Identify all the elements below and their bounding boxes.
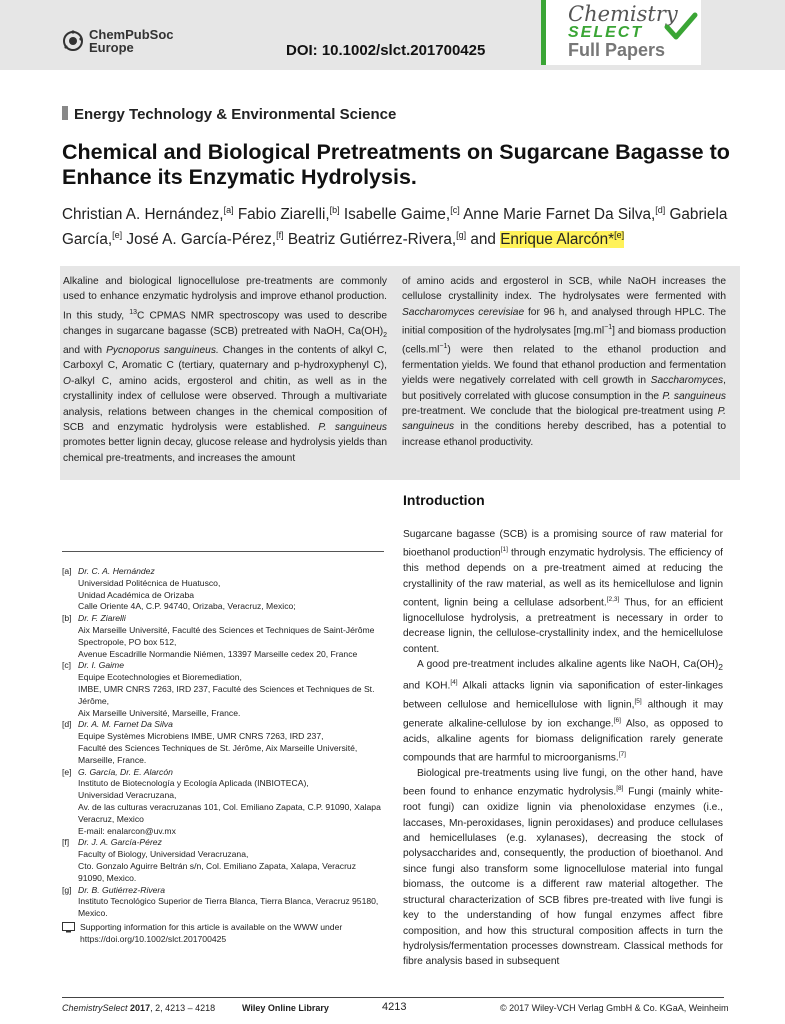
- section-heading: [62, 106, 396, 123]
- footer-divider: [62, 997, 724, 998]
- article-title: Chemical and Biological Pretreatments on Sugarcane Bagasse to Enhance its Enzymatic Hydrolysis.: [62, 140, 730, 189]
- abstract-column-right: of amino acids and ergosterol in SCB, while NaOH increases the cellulose crystallinity index. The hydrolysates were fermented with Saccharomyces cerevisiae for 96 h, and analysed through HPLC. The initial composition of the hydrolysates $[mg.ml^{-1}]$ and biomass production $(cells.ml^{-1})$ were then related to the ethanol production and fermentation yields. We found that ethanol production and fermentation yields were negatively correlated with cell growth in Saccharomyces, but positively correlated with glucose consumption in the P. sanguineus pre-treatment. We conclude that the biological pre-treatment using P. sanguineus in the conditions hereby described, has a potential to increase ethanol productivity.: [402, 276, 726, 448]
- author: Christian A. Hernández,[a]: [62, 205, 234, 224]
- computer-monitor-icon: [62, 922, 75, 933]
- chempubsoc-logo-icon: [62, 30, 84, 52]
- page-number: 4213: [382, 1001, 407, 1013]
- paragraph: Biological pre-treatments using live fungi, on the other hand, have been found to enhance enzymatic hydrolysis.[8] Fungi (mainly white-root fungi) can oxidize lignin via phenoloxidase enzymes (i.e., laccases, Mn-peroxidases, lignin peroxidases) and produce cellulases and hemicellulases (e.g. xylanases), decreasing the stock of polysaccharides and, consequently, the production of bioethanol. And since fungi also transform some lignocellulose material into fungal biomass, the outcome is a different raw material altogether. The structural characterization of SCB fibres pre-treated with live fungi is key to the understanding of how fungal enzymes affect fibre composition, and how this structural composition affects in turn the hydrolysis/fermentation processes downstream. Classical methods for fibre analysis based in subsequent: [403, 768, 724, 968]
- supporting-info-note[interactable]: [62, 922, 384, 946]
- footer-copyright: © 2017 Wiley-VCH Verlag GmbH & Co. KGaA, Weinheim: [500, 1003, 729, 1013]
- author: Gabriela García,[e]: [62, 206, 728, 249]
- publisher-logo: [62, 28, 174, 54]
- paragraph: Sugarcane bagasse (SCB) is a promising source of raw material for bioethanol production[1] through enzymatic hydrolysis. The efficiency of this method depends on a pre-treatment aimed at reducing the crystallinity of the raw material, as well as its hemicellulose and lignin content, lignin being a cellulase adsorbent.[2,3] Thus, for an efficient lignocellulose hydrolysis, a pretreatment is necessary in order to decrease lignin, the cellulose-crystallinity index, and the hemicellulose content.: [403, 529, 723, 655]
- affiliation-entry: [f] Dr. J. A. García-Pérez Faculty of Biology, Universidad Veracruzana, Cto. Gonzalo Aguirre Beltrán s/n, Col. Emiliano Zapata, Xalapa, Veracruz 91090, Mexico.: [62, 837, 357, 883]
- contact-email[interactable]: E-mail: enalarcon@uv.mx: [78, 825, 176, 836]
- doi[interactable]: DOI: 10.1002/slct.201700425: [286, 42, 486, 59]
- affiliation-entry: [g] Dr. B. Gutiérrez-Rivera Instituto Tecnológico Superior de Tierra Blanca, Tierra Blanca, Veracruz 95180, Mexico.: [62, 884, 379, 919]
- author: José A. García-Pérez,[f]: [126, 230, 284, 249]
- journal-logo: [541, 0, 701, 65]
- author: Fabio Ziarelli,[b]: [237, 205, 340, 224]
- author-conjunction: and: [470, 231, 496, 249]
- introduction-body: [403, 527, 723, 970]
- affiliation-entry: [c] Dr. I. Gaime Equipe Ecotechnologies et Bioremediation, IMBE, UMR CNRS 7263, IRD 237, Faculté des Sciences et Techniques de St. Jérôme, Aix Marseille Université, Marseille, France.: [62, 660, 375, 718]
- affiliation-entry: [b] Dr. F. Ziarelli Aix Marseille Université, Faculté des Sciences et Techniques de Saint-Jérôme Spectropole, PO box 512, Avenue Escadrille Normandie Niémen, 13397 Marseille cedex 20, France: [62, 613, 375, 659]
- section-bar: [62, 106, 68, 120]
- affiliations: [62, 566, 384, 946]
- journal-name-select: SELECT: [568, 24, 644, 41]
- affiliation-entry: [e] G. García, Dr. E. Alarcón Instituto de Biotecnología y Ecología Aplicada (INBIOTECA), Universidad Veracruzana, Av. de las culturas veracruzanas 101, Col. Emiliano Zapata, C.P. 91090, Xalapa Veracruz, Mexico E-mail: enalarcon@uv.mx: [62, 767, 384, 838]
- article-type: Full Papers: [568, 40, 666, 60]
- footer-citation: ChemistrySelect 2017, 2, 4213 – 4218: [62, 1003, 216, 1013]
- publisher-name-line2: Europe: [89, 40, 134, 55]
- section-label: Energy Technology & Environmental Science: [74, 106, 397, 123]
- journal-name-chemistry: Chemistry: [568, 2, 678, 26]
- affiliation-divider: [62, 551, 384, 552]
- author: Beatriz Gutiérrez-Rivera,[g]: [287, 230, 467, 249]
- abstract-column-left: Alkaline and biological lignocellulose pre-treatments are commonly used to enhance enzymatic hydrolysis and improve ethanol production. In this study, $^{13}$C CPMAS NMR spectroscopy was used to describe changes in sugarcane bagasse (SCB) pretreated with NaOH, $Ca(OH)_2$ and with Pycnoporus sanguineus. Changes in the contents of alkyl C, Carboxyl C, Aromatic C (tertiary, quaternary and p-hydroxyphenyl C), O-alkyl C, amino acids, ergosterol and chitin, as well as in the crystallinity index of cellulose were observed. Through a multivariate analysis, relations between changes in the chemical composition of SCB and enzymatic hydrolysis were established. P. sanguineus promotes better lignin decay, glucose release and hydrolysis yields than chemical pre-treatments, and increases the amount: [63, 276, 388, 464]
- introduction-heading: Introduction: [403, 492, 485, 508]
- author-list: [62, 200, 752, 250]
- publisher-name-line1: ChemPubSoc: [89, 27, 174, 42]
- checkmark-icon: [664, 12, 698, 42]
- affiliation-entry: [a] Dr. C. A. Hernández Universidad Politécnica de Huatusco, Unidad Académica de Orizaba Calle Oriente 4A, C.P. 94740, Orizaba, Veracruz, Mexico;: [62, 566, 296, 612]
- author: Anne Marie Farnet Da Silva,[d]: [463, 205, 666, 224]
- footer-wiley-online-library[interactable]: Wiley Online Library: [242, 1003, 329, 1013]
- abstract-box: [60, 266, 740, 480]
- affiliation-entry: [d] Dr. A. M. Farnet Da Silva Equipe Systèmes Microbiens IMBE, UMR CNRS 7263, IRD 237, Faculté des Sciences Techniques de St. Jérôme, Aix Marseille Université, Marseille, France.: [62, 719, 358, 765]
- author: Isabelle Gaime,[c]: [343, 205, 460, 224]
- supporting-info-text: Supporting information for this article is available on the WWW under https://doi.org/10.1002/slct.201700425: [80, 921, 343, 944]
- paragraph: A good pre-treatment includes alkaline agents like NaOH, $Ca(OH)_2$ and KOH.[4] Alkali attacks lignin via saponification of ester-linkages between cellulose and hemicellulose with lignin,[5] although it may generate alkaline-cellulose by ion exchange.[6] Also, as opposed to acids, alkaline agents for biomass delignification rarely generate compounds that are harmful to microorganisms.[7]: [403, 659, 723, 764]
- corresponding-author: Enrique Alarcón*[e]: [500, 230, 625, 249]
- page-header: [0, 0, 785, 70]
